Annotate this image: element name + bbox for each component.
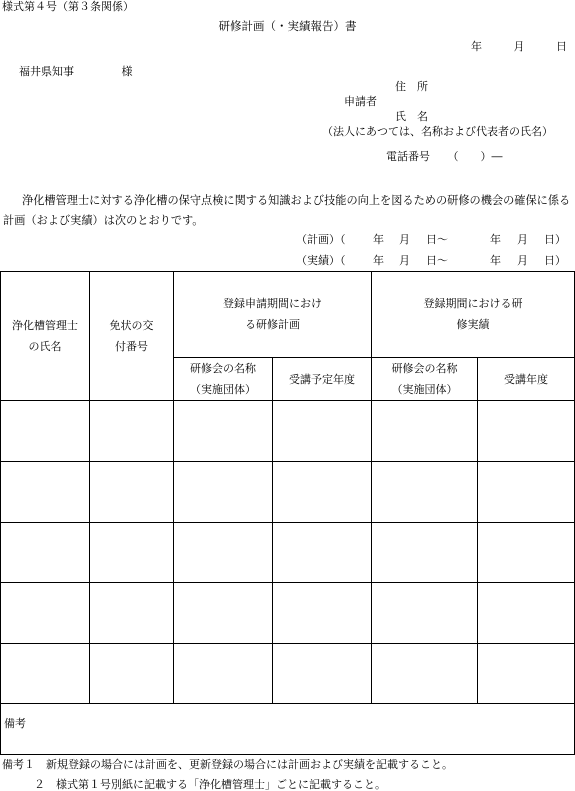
year-field: 年 xyxy=(471,40,482,53)
cell-name[interactable] xyxy=(1,401,90,462)
header-plan-group xyxy=(174,272,372,358)
plan-from-day: 日～ xyxy=(426,233,448,246)
cell-actual-course[interactable] xyxy=(372,643,478,704)
actual-to-year: 年 xyxy=(490,254,501,267)
actual-from-year: 年 xyxy=(373,254,384,267)
actual-period-label: （実績）（ xyxy=(296,254,346,267)
remarks-cell[interactable] xyxy=(1,704,575,755)
cell-actual-course[interactable] xyxy=(372,461,478,522)
form-number: 様式第４号（第３条関係） xyxy=(2,0,134,13)
applicant-name-label: 氏 名 xyxy=(395,110,428,123)
corporation-note: （法人にあつては、名称および代表者の氏名） xyxy=(322,125,553,138)
actual-to-month: 月 xyxy=(517,254,528,267)
document-title: 研修計画（・実績報告）書 xyxy=(218,19,357,33)
cell-actual-year[interactable] xyxy=(478,401,575,462)
phone-line xyxy=(386,151,503,162)
header-manager-name xyxy=(1,272,90,401)
actual-from-month: 月 xyxy=(399,254,410,267)
cell-license[interactable] xyxy=(90,583,174,644)
cell-plan-course[interactable] xyxy=(174,461,273,522)
cell-plan-course[interactable] xyxy=(174,401,273,462)
header-license-number-text: 免状の交付番号 xyxy=(109,319,154,354)
cell-name[interactable] xyxy=(1,461,90,522)
cell-license[interactable] xyxy=(90,461,174,522)
header-plan-course-text: 研修会の名称（実施団体） xyxy=(190,362,256,397)
plan-from-month: 月 xyxy=(399,233,410,246)
cell-license[interactable] xyxy=(90,401,174,462)
header-actual-group-text: 登録期間における研修実績 xyxy=(423,297,523,332)
phone-label: 電話番号 xyxy=(386,150,430,163)
month-field: 月 xyxy=(513,40,525,53)
cell-plan-year[interactable] xyxy=(273,583,372,644)
cell-plan-course[interactable] xyxy=(174,522,273,583)
cell-actual-course[interactable] xyxy=(372,401,478,462)
cell-actual-course[interactable] xyxy=(372,583,478,644)
note-2: ２ 様式第１号別紙に記載する「浄化槽管理士」ごとに記載すること。 xyxy=(34,778,386,791)
header-actual-course xyxy=(372,357,478,400)
actual-to-day: 日） xyxy=(544,254,566,267)
training-table xyxy=(0,271,575,755)
header-actual-group xyxy=(372,272,575,358)
header-license-number xyxy=(90,272,174,401)
cell-actual-course[interactable] xyxy=(372,522,478,583)
plan-to-day: 日） xyxy=(544,233,566,246)
cell-actual-year[interactable] xyxy=(478,461,575,522)
cell-license[interactable] xyxy=(90,522,174,583)
cell-name[interactable] xyxy=(1,583,90,644)
plan-period-label: （計画）（ xyxy=(296,233,346,246)
addressee-name: 福井県知事 xyxy=(19,65,74,78)
actual-from-day: 日～ xyxy=(426,254,448,267)
header-plan-year: 受講予定年度 xyxy=(273,357,372,400)
cell-actual-year[interactable] xyxy=(478,583,575,644)
cell-actual-year[interactable] xyxy=(478,643,575,704)
plan-to-month: 月 xyxy=(517,233,528,246)
header-manager-name-text: 浄化槽管理士の氏名 xyxy=(12,319,78,354)
cell-license[interactable] xyxy=(90,643,174,704)
cell-actual-year[interactable] xyxy=(478,522,575,583)
addressee-honorific: 様 xyxy=(121,65,133,78)
submission-date xyxy=(471,41,567,52)
cell-plan-course[interactable] xyxy=(174,583,273,644)
cell-plan-year[interactable] xyxy=(273,401,372,462)
cell-plan-year[interactable] xyxy=(273,522,372,583)
plan-from-year: 年 xyxy=(373,233,384,246)
remarks-label: 備考 xyxy=(4,717,26,731)
addressee xyxy=(19,66,133,77)
plan-to-year: 年 xyxy=(490,233,501,246)
header-actual-course-text: 研修会の名称（実施団体） xyxy=(391,362,458,397)
cell-name[interactable] xyxy=(1,522,90,583)
day-field: 日 xyxy=(556,40,567,53)
cell-name[interactable] xyxy=(1,643,90,704)
cell-plan-course[interactable] xyxy=(174,643,273,704)
phone-format: （ ）― xyxy=(447,150,503,163)
applicant-label: 申請者 xyxy=(344,95,377,108)
header-plan-course xyxy=(174,357,273,400)
purpose-statement: 浄化槽管理士に対する浄化槽の保守点検に関する知識および技能の向上を図るための研修の機会の確保に係る計画（および実績）は次のとおりです。 xyxy=(3,194,571,227)
header-plan-group-text: 登録申請期間における研修計画 xyxy=(223,297,322,332)
header-actual-year: 受講年度 xyxy=(478,357,575,400)
cell-plan-year[interactable] xyxy=(273,643,372,704)
applicant-address-label: 住 所 xyxy=(395,80,428,93)
note-1: 備考１ 新規登録の場合には計画を、更新登録の場合には計画および実績を記載すること。 xyxy=(2,758,453,771)
cell-plan-year[interactable] xyxy=(273,461,372,522)
